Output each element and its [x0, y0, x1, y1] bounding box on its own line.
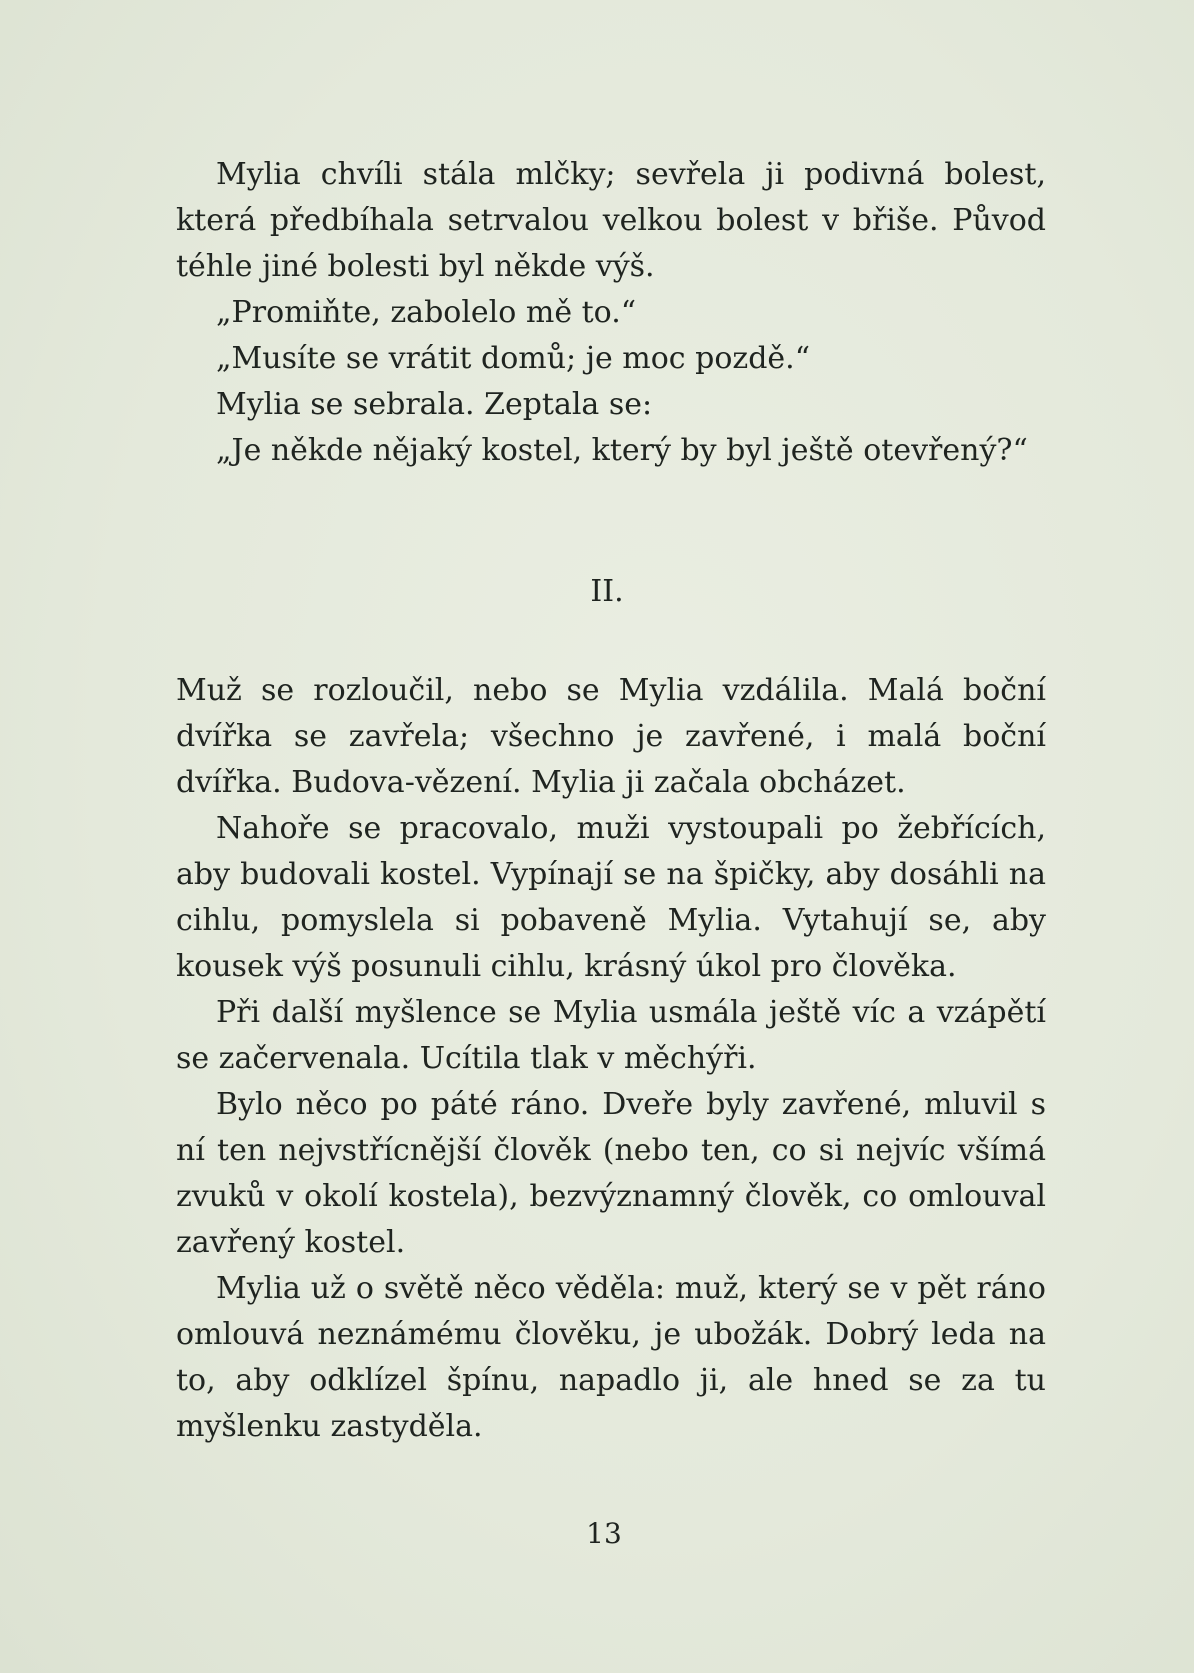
paragraph: Nahoře se pracovalo, muži vystoupali po žebřících, aby budovali kostel. Vypínají se na špičky, aby dosáhli na cihlu, pomyslela si pobaveně Mylia. Vytahují se, aby kousek výš posunuli cihlu, krásný úkol pro člověka.: [176, 811, 1046, 984]
paragraph: „Je někde nějaký kostel, který by byl ještě otevřený?“: [216, 433, 1028, 468]
paragraph: Bylo něco po páté ráno. Dveře byly zavřené, mluvil s ní ten nejvstřícnější člověk (nebo ten, co si nejvíc všímá zvuků v okolí kostela), bezvýznamný člověk, co omlouval zavřený kostel.: [176, 1087, 1046, 1260]
paragraph: Muž se rozloučil, nebo se Mylia vzdálila. Malá boční dvířka se zavřela; všechno je zavřené, i malá boční dvířka. Budova-vězení. Mylia ji začala obcházet.: [176, 673, 1046, 800]
paragraph: Mylia už o světě něco věděla: muž, který se v pět ráno omlouvá neznámému člověku, je ubožák. Dobrý leda na to, aby odklízel špínu, napadlo ji, ale hned se za tu myšlenku zastyděla.: [176, 1271, 1046, 1444]
paragraph: „Promiňte, zabolelo mě to.“: [216, 295, 637, 330]
page-number: 13: [586, 1517, 622, 1550]
section-one-text: [176, 152, 1046, 474]
paragraph: Při další myšlence se Mylia usmála ještě víc a vzápětí se začervenala. Ucítila tlak v měchýři.: [176, 995, 1046, 1076]
paragraph: Mylia se sebrala. Zeptala se:: [216, 387, 653, 422]
section-heading: II.: [590, 574, 624, 609]
paragraph: „Musíte se vrátit domů; je moc pozdě.“: [216, 341, 811, 376]
section-two-text: [176, 668, 1046, 1450]
paragraph: Mylia chvíli stála mlčky; sevřela ji podivná bolest, která předbíhala setrvalou velkou bolest v břiše. Původ téhle jiné bolesti byl někde výš.: [176, 157, 1046, 284]
